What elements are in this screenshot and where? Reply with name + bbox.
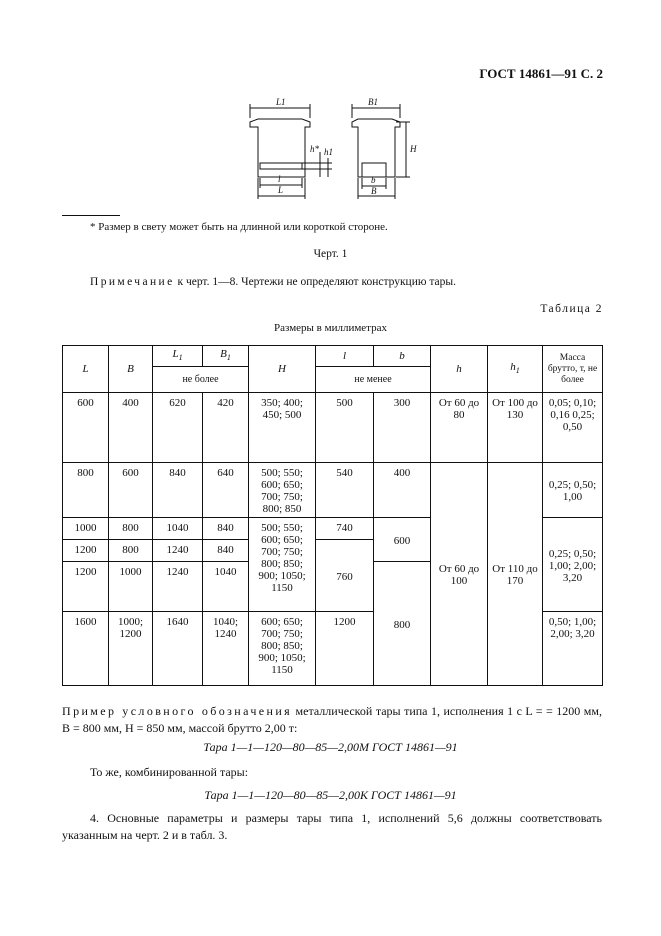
label-l: l [278, 174, 281, 184]
note-lead: Примечание [90, 276, 175, 288]
designation-combined: Тара 1—1—120—80—85—2,00К ГОСТ 14861—91 [204, 788, 457, 802]
cell-h1-group: От 110 до 170 [488, 463, 543, 686]
th-b: b [374, 346, 431, 367]
th-l: l [316, 346, 374, 367]
label-b: b [371, 175, 376, 185]
right-view-outline [352, 119, 400, 177]
left-view-outline [250, 119, 310, 177]
example-text: металлической тары типа 1, исполнения 1 с L = = 1200 мм, B = 800 мм, H = 850 мм, массой брутто 2,00 т: [62, 704, 602, 735]
th-h: h [431, 346, 488, 393]
label-L: L [278, 185, 284, 195]
label-h-star: h* [310, 144, 319, 154]
item-4: 4. Основные параметры и размеры тары типа 1, исполнений 5,6 должны соответствовать указанным на черт. 2 и в табл. 3. [62, 811, 602, 842]
label-B1: B1 [368, 97, 378, 107]
label-B: B [371, 186, 377, 196]
example-lead: Пример условного обозначения [62, 704, 293, 718]
cell-mass-group: 0,25; 0,50; 1,00; 2,00; 3,20 [543, 518, 603, 612]
table-row: 800 600 840 640 500; 550; 600; 650; 700; 750; 800; 850 540 400 От 60 до 100 От 110 до 170 0,25; 0,50; 1,00 [63, 463, 603, 518]
footnote: * Размер в свету может быть на длинной или короткой стороне. [90, 221, 388, 233]
th-h1: $h_1$ [488, 346, 543, 393]
designation-metal: Тара 1—1—120—80—85—2,00М ГОСТ 14861—91 [203, 740, 458, 754]
cell-h-group: От 60 до 100 [431, 463, 488, 686]
label-H: H [410, 144, 417, 154]
table-row: 1600 1000; 1200 1640 1040; 1240 600; 650; 700; 750; 800; 850; 900; 1050; 1150 1200 0,50; 1,00; 2,00; 3,20 [63, 612, 603, 686]
table-caption: Размеры в миллиметрах [274, 322, 387, 334]
fork-opening [260, 163, 302, 169]
container-drawing [240, 92, 430, 212]
page-header: ГОСТ 14861—91 С. 2 [479, 66, 603, 81]
th-L: L [63, 346, 109, 393]
example-paragraph [62, 703, 602, 737]
table-label: Таблица 2 [540, 303, 603, 315]
th-not-less: не менее [316, 367, 431, 393]
footnote-rule [62, 215, 120, 216]
th-not-more: не более [153, 367, 249, 393]
th-H: H [249, 346, 316, 393]
same-text: То же, комбинированной тары: [90, 765, 249, 779]
cell-l-group: 760 [316, 540, 374, 612]
table-row: 1200 800 1240 840 760 [63, 540, 603, 562]
th-B1: $B_1$ [203, 346, 249, 367]
note-text: к черт. 1—8. Чертежи не определяют конструкцию тары. [174, 276, 456, 288]
table-row: 1200 1000 1240 1040 800 [63, 562, 603, 612]
th-B: B [109, 346, 153, 393]
table-row: 600 400 620 420 350; 400; 450; 500 500 300 От 60 до 80 От 100 до 130 0,05; 0,10; 0,16 0,25; 0,50 [63, 393, 603, 463]
dimensions-table [62, 345, 603, 686]
note [90, 276, 456, 288]
cell-b-600: 600 [374, 518, 431, 562]
cell-H-group: 500; 550; 600; 650; 700; 750; 800; 850; 900; 1050; 1150 [249, 518, 316, 612]
label-h1: h1 [324, 147, 333, 157]
th-mass: Масса брутто, т, не более [543, 346, 603, 393]
table-row: 1000 800 1040 840 500; 550; 600; 650; 700; 750; 800; 850; 900; 1050; 1150 740 600 0,25; 0,50; 1,00; 2,00; 3,20 [63, 518, 603, 540]
cell-b-800: 800 [374, 562, 431, 686]
th-L1: $L_1$ [153, 346, 203, 367]
label-L1: L1 [276, 97, 286, 107]
figure-caption: Черт. 1 [313, 248, 348, 260]
